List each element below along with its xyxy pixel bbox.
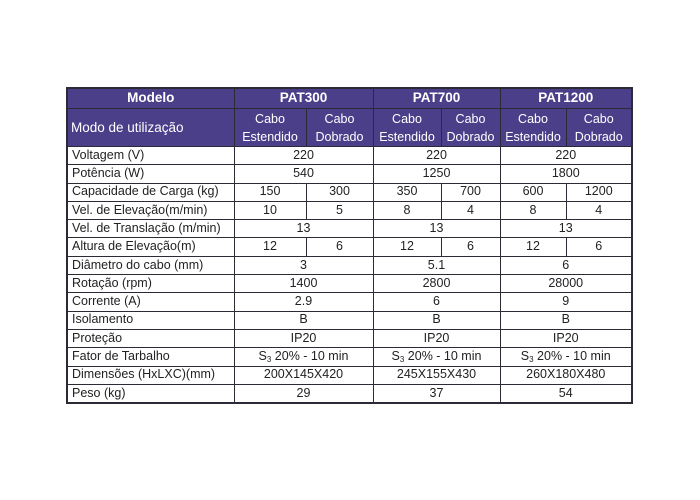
table-cell: 5 <box>306 201 373 219</box>
mode-a-line2: Estendido <box>505 129 561 144</box>
table-cell: 260X180X480 <box>500 366 632 384</box>
table-cell: 4 <box>441 201 500 219</box>
table-cell: 1200 <box>566 183 632 201</box>
row-label-capacidade: Capacidade de Carga (kg) <box>67 183 234 201</box>
table-cell: 300 <box>306 183 373 201</box>
mode-cell <box>373 109 441 147</box>
table-cell: 5.1 <box>373 256 500 274</box>
duty-subscript: 3 <box>399 354 405 364</box>
mode-cell <box>441 109 500 147</box>
mode-cell <box>566 109 632 147</box>
duty-suffix: 20% - 10 min <box>271 348 349 363</box>
mode-cell <box>234 109 306 147</box>
table-cell: 220 <box>234 147 373 165</box>
header-row <box>67 88 632 109</box>
table-row <box>67 293 632 311</box>
table-cell: 150 <box>234 183 306 201</box>
row-label-isolamento: Isolamento <box>67 311 234 329</box>
model-label: Modelo <box>67 88 234 109</box>
duty-prefix: S <box>258 348 267 363</box>
table-cell: 1400 <box>234 275 373 293</box>
table-row <box>67 183 632 201</box>
mode-b-line2: Dobrado <box>446 129 495 144</box>
table-cell: 2800 <box>373 275 500 293</box>
duty-prefix: S <box>520 348 530 363</box>
row-label-dimensoes: Dimensões (HxLXC)(mm) <box>67 366 234 384</box>
table-cell: 12 <box>373 238 441 256</box>
table-cell: 540 <box>234 165 373 183</box>
table-cell: 700 <box>441 183 500 201</box>
table-cell: 6 <box>306 238 373 256</box>
table-cell: 9 <box>500 293 632 311</box>
table-row <box>67 311 632 329</box>
table-cell: 12 <box>234 238 306 256</box>
duty-suffix: 20% - 10 min <box>533 348 611 363</box>
table-cell: 37 <box>373 384 500 403</box>
row-label-altura: Altura de Elevação(m) <box>67 238 234 256</box>
duty-suffix: 20% - 10 min <box>404 348 482 363</box>
table-row <box>67 275 632 293</box>
mode-a-line2: Estendido <box>242 129 298 144</box>
table-row <box>67 238 632 256</box>
duty-prefix: S <box>391 348 400 363</box>
table-cell: IP20 <box>234 329 373 347</box>
mode-b-line1: Cabo <box>455 111 486 126</box>
row-label-diametro: Diâmetro do cabo (mm) <box>67 256 234 274</box>
model-pat1200: PAT1200 <box>500 88 632 109</box>
table-cell: 2.9 <box>234 293 373 311</box>
table-cell: 13 <box>500 220 632 238</box>
table-row <box>67 384 632 403</box>
row-label-vel-elevacao: Vel. de Elevação(m/min) <box>67 201 234 219</box>
table-cell: IP20 <box>500 329 632 347</box>
table-cell: 13 <box>234 220 373 238</box>
mode-b-line1: Cabo <box>583 111 614 126</box>
table-cell: 1800 <box>500 165 632 183</box>
table-cell: 245X155X430 <box>373 366 500 384</box>
mode-cell <box>306 109 373 147</box>
table-cell <box>234 348 373 366</box>
table-cell: B <box>234 311 373 329</box>
mode-a-line2: Estendido <box>379 129 435 144</box>
table-cell: 6 <box>500 256 632 274</box>
table-cell: 350 <box>373 183 441 201</box>
table-cell: IP20 <box>373 329 500 347</box>
model-pat300: PAT300 <box>234 88 373 109</box>
table-row <box>67 348 632 366</box>
row-label-protecao: Proteção <box>67 329 234 347</box>
table-cell: 54 <box>500 384 632 403</box>
mode-row <box>67 109 632 147</box>
table-cell: 6 <box>373 293 500 311</box>
table-row <box>67 256 632 274</box>
table-row <box>67 220 632 238</box>
table-cell: B <box>500 311 632 329</box>
table-cell <box>373 348 500 366</box>
table-cell: 29 <box>234 384 373 403</box>
table-row <box>67 201 632 219</box>
table-cell: B <box>373 311 500 329</box>
mode-a-line1: Cabo <box>255 111 285 126</box>
mode-b-line2: Dobrado <box>315 129 364 144</box>
table-cell: 4 <box>566 201 632 219</box>
table-cell: 3 <box>234 256 373 274</box>
table-cell <box>500 348 632 366</box>
row-label-rotacao: Rotação (rpm) <box>67 275 234 293</box>
table-row <box>67 366 632 384</box>
mode-b-line2: Dobrado <box>574 129 623 144</box>
row-label-voltagem: Voltagem (V) <box>67 147 234 165</box>
mode-a-line1: Cabo <box>392 111 422 126</box>
row-label-corrente: Corrente (A) <box>67 293 234 311</box>
table-cell: 10 <box>234 201 306 219</box>
table-cell: 600 <box>500 183 566 201</box>
model-pat700: PAT700 <box>373 88 500 109</box>
table-cell: 220 <box>373 147 500 165</box>
table-cell: 8 <box>500 201 566 219</box>
mode-label: Modo de utilização <box>67 109 234 147</box>
table-cell: 6 <box>566 238 632 256</box>
mode-b-line1: Cabo <box>324 111 355 126</box>
table-cell: 12 <box>500 238 566 256</box>
table-row <box>67 147 632 165</box>
table-cell: 8 <box>373 201 441 219</box>
table-cell: 200X145X420 <box>234 366 373 384</box>
row-label-fator: Fator de Tarbalho <box>67 348 234 366</box>
row-label-potencia: Potência (W) <box>67 165 234 183</box>
table-cell: 13 <box>373 220 500 238</box>
row-label-peso: Peso (kg) <box>67 384 234 403</box>
duty-subscript: 3 <box>529 354 534 364</box>
table-row <box>67 165 632 183</box>
table-cell: 1250 <box>373 165 500 183</box>
table-cell: 220 <box>500 147 632 165</box>
table-cell: 6 <box>441 238 500 256</box>
mode-a-line1: Cabo <box>518 111 548 126</box>
duty-subscript: 3 <box>266 354 272 364</box>
table-row <box>67 329 632 347</box>
table-cell: 28000 <box>500 275 632 293</box>
mode-cell <box>500 109 566 147</box>
row-label-vel-translacao: Vel. de Translação (m/min) <box>67 220 234 238</box>
spec-table <box>66 87 633 404</box>
